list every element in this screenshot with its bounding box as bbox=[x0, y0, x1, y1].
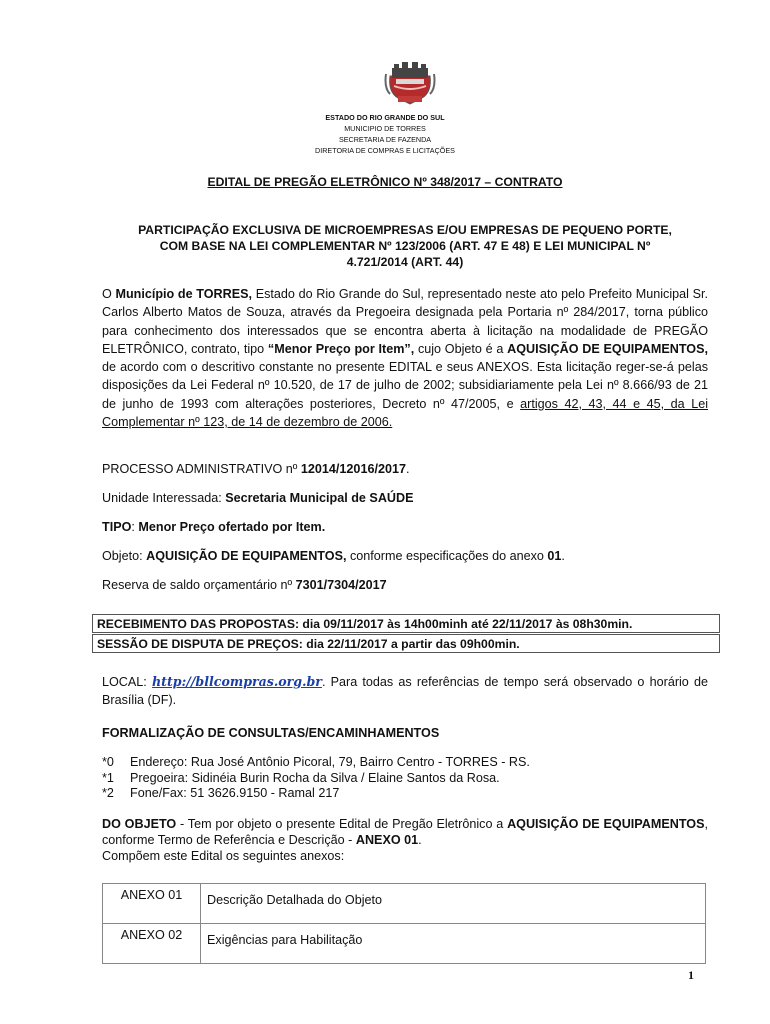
processo-line: PROCESSO ADMINISTRATIVO nº 12014/12016/2017. bbox=[102, 462, 410, 476]
local-paragraph: LOCAL: http://bllcompras.org.br. Para todas as referências de tempo será observado o horário de Brasília (DF). bbox=[102, 674, 709, 708]
annex-table bbox=[102, 883, 706, 964]
annex-code: ANEXO 01 bbox=[103, 884, 201, 924]
document-subtitle bbox=[100, 222, 710, 270]
municipal-crest-logo bbox=[384, 58, 436, 106]
annex-description: Descrição Detalhada do Objeto bbox=[201, 884, 706, 924]
header-directorate: DIRETORIA DE COMPRAS E LICITAÇÕES bbox=[315, 146, 455, 155]
table-row bbox=[103, 884, 706, 924]
formalizacao-heading: FORMALIZAÇÃO DE CONSULTAS/ENCAMINHAMENTOS bbox=[102, 726, 440, 740]
document-title: EDITAL DE PREGÃO ELETRÔNICO Nº 348/2017 – CONTRATO bbox=[207, 175, 563, 189]
subtitle-line-3: 4.721/2014 (ART. 44) bbox=[346, 255, 464, 269]
annex-code: ANEXO 02 bbox=[103, 924, 201, 964]
do-objeto-paragraph: DO OBJETO - Tem por objeto o presente Edital de Pregão Eletrônico a AQUISIÇÃO DE EQUIPAMENTOS, conforme Termo de Referência e Descrição - ANEXO 01. Compõem este Edital os seguintes anexos: bbox=[102, 817, 708, 863]
header-state: ESTADO DO RIO GRANDE DO SUL bbox=[325, 113, 445, 122]
header-municipality: MUNICIPIO DE TORRES bbox=[344, 124, 426, 133]
objeto-line: Objeto: AQUISIÇÃO DE EQUIPAMENTOS, conforme especificações do anexo 01. bbox=[102, 549, 565, 563]
subtitle-line-1: PARTICIPAÇÃO EXCLUSIVA DE MICROEMPRESAS E/OU EMPRESAS DE PEQUENO PORTE, bbox=[138, 223, 672, 237]
bll-link[interactable]: http://bllcompras.org.br bbox=[151, 674, 322, 689]
list-item: *1 Pregoeira: Sidinéia Burin Rocha da Silva / Elaine Santos da Rosa. bbox=[102, 770, 500, 785]
reserva-line: Reserva de saldo orçamentário nº 7301/7304/2017 bbox=[102, 578, 387, 592]
page-number: 1 bbox=[688, 968, 694, 982]
sessao-box: SESSÃO DE DISPUTA DE PREÇOS: dia 22/11/2017 a partir das 09h00min. bbox=[92, 634, 720, 653]
intro-paragraph: O Município de TORRES, Estado do Rio Grande do Sul, representado neste ato pelo Prefeito Municipal Sr. Carlos Alberto Matos de Souza, através da Pregoeira designada pela Portaria nº 284/2017, torna público para conhecimento dos interessados que se encontra aberta à licitação na modalidade de PREGÃO ELETRÔNICO, contrato, tipo “Menor Preço por Item”, cujo Objeto é a AQUISIÇÃO DE EQUIPAMENTOS, de acordo com o descritivo constante no presente EDITAL e seus ANEXOS. Esta licitação reger-se-á pelas disposições da Lei Federal nº 10.520, de 17 de julho de 2002; subsidiariamente pela Lei nº 8.666/93 de 21 de junho de 1993 com alterações posteriores, Decreto nº 47/2005, e artigos 42, 43, 44 e 45, da Lei Complementar nº 123, de 14 de dezembro de 2006. bbox=[102, 287, 708, 430]
tipo-line: TIPO: Menor Preço ofertado por Item. bbox=[102, 520, 326, 534]
contact-list bbox=[102, 755, 708, 802]
list-item: *2 Fone/Fax: 51 3626.9150 - Ramal 217 bbox=[102, 786, 340, 800]
table-row bbox=[103, 924, 706, 964]
unidade-line: Unidade Interessada: Secretaria Municipal de SAÚDE bbox=[102, 491, 414, 505]
subtitle-line-2: COM BASE NA LEI COMPLEMENTAR Nº 123/2006 (ART. 47 E 48) E LEI MUNICIPAL Nº bbox=[159, 239, 651, 253]
header-secretariat: SECRETARIA DE FAZENDA bbox=[338, 135, 432, 144]
recebimento-box: RECEBIMENTO DAS PROPOSTAS: dia 09/11/2017 às 14h00minh até 22/11/2017 às 08h30min. bbox=[92, 614, 720, 633]
list-item: *0 Endereço: Rua José Antônio Picoral, 79, Bairro Centro - TORRES - RS. bbox=[102, 755, 530, 769]
annex-description: Exigências para Habilitação bbox=[201, 924, 706, 964]
